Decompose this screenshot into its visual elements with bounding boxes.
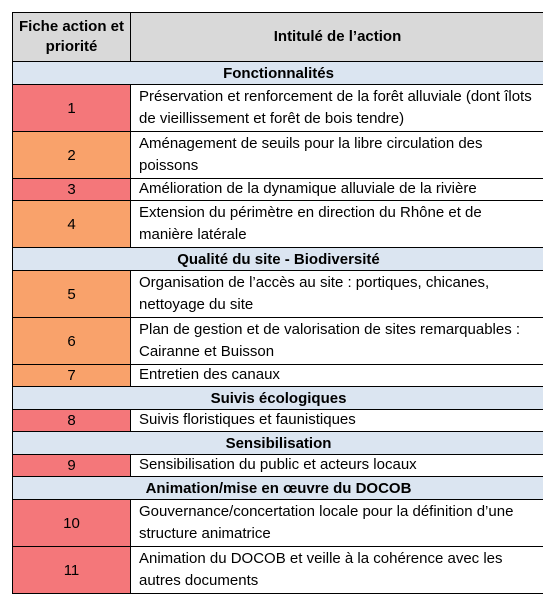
action-row xyxy=(13,318,543,365)
action-title: Suivis floristiques et faunistiques xyxy=(131,410,543,432)
section-row xyxy=(13,62,543,85)
section-title: Animation/mise en œuvre du DOCOB xyxy=(13,477,543,500)
action-number: 9 xyxy=(13,455,131,477)
section-row xyxy=(13,387,543,410)
action-title: Aménagement de seuils pour la libre circulation des poissons xyxy=(131,132,543,179)
action-row xyxy=(13,132,543,179)
section-title: Suivis écologiques xyxy=(13,387,543,410)
table-body xyxy=(13,62,543,594)
action-row xyxy=(13,547,543,594)
action-number: 11 xyxy=(13,547,131,594)
action-number: 8 xyxy=(13,410,131,432)
action-number: 5 xyxy=(13,271,131,318)
header-fiche-action: Fiche action et priorité xyxy=(13,13,131,62)
action-number: 7 xyxy=(13,365,131,387)
action-row xyxy=(13,500,543,547)
section-row xyxy=(13,477,543,500)
section-title: Sensibilisation xyxy=(13,432,543,455)
action-title: Organisation de l’accès au site : portiques, chicanes, nettoyage du site xyxy=(131,271,543,318)
action-row xyxy=(13,85,543,132)
action-row xyxy=(13,455,543,477)
action-number: 10 xyxy=(13,500,131,547)
action-row xyxy=(13,201,543,248)
action-number: 3 xyxy=(13,179,131,201)
action-title: Plan de gestion et de valorisation de sites remarquables : Cairanne et Buisson xyxy=(131,318,543,365)
action-number: 2 xyxy=(13,132,131,179)
action-title: Amélioration de la dynamique alluviale de la rivière xyxy=(131,179,543,201)
header-intitule: Intitulé de l’action xyxy=(131,13,543,62)
section-title: Qualité du site - Biodiversité xyxy=(13,248,543,271)
action-number: 4 xyxy=(13,201,131,248)
table-header-row xyxy=(13,13,543,62)
action-row xyxy=(13,271,543,318)
action-title: Extension du périmètre en direction du Rhône et de manière latérale xyxy=(131,201,543,248)
action-row xyxy=(13,365,543,387)
action-title: Entretien des canaux xyxy=(131,365,543,387)
action-title: Sensibilisation du public et acteurs locaux xyxy=(131,455,543,477)
action-title: Gouvernance/concertation locale pour la définition d’une structure animatrice xyxy=(131,500,543,547)
section-row xyxy=(13,432,543,455)
action-table xyxy=(12,12,543,594)
action-title: Préservation et renforcement de la forêt alluviale (dont îlots de vieillissement et forêt de bois tendre) xyxy=(131,85,543,132)
action-row xyxy=(13,179,543,201)
action-number: 1 xyxy=(13,85,131,132)
action-number: 6 xyxy=(13,318,131,365)
section-title: Fonctionnalités xyxy=(13,62,543,85)
section-row xyxy=(13,248,543,271)
action-row xyxy=(13,410,543,432)
action-title: Animation du DOCOB et veille à la cohérence avec les autres documents xyxy=(131,547,543,594)
